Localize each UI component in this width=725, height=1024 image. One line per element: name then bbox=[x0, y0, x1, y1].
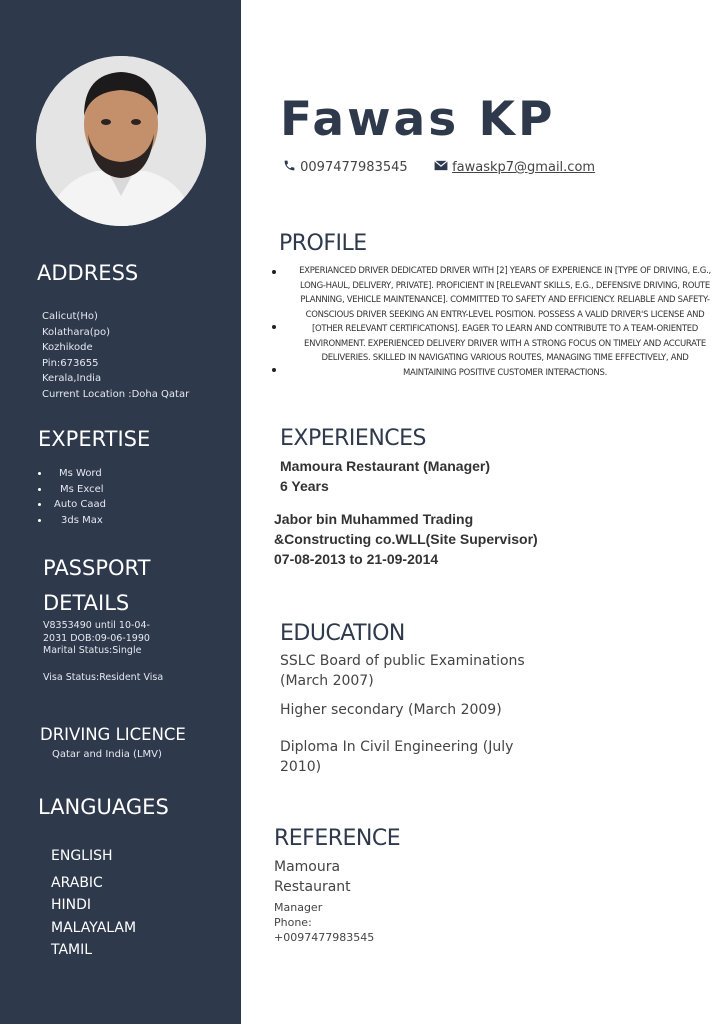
phone-icon bbox=[283, 161, 300, 176]
list-item: 3ds Max bbox=[38, 513, 218, 529]
job-title-cont: &Constructing co.WLL(Site Supervisor) bbox=[274, 531, 538, 547]
passport-line: V8353490 until 10-04- bbox=[43, 620, 150, 631]
job-dates: 07-08-2013 to 21-09-2014 bbox=[274, 551, 439, 567]
driving-heading: DRIVING LICENCE bbox=[40, 725, 186, 744]
job-duration: 6 Years bbox=[280, 478, 329, 494]
profile-heading: PROFILE bbox=[279, 231, 367, 256]
visa-status: Visa Status:Resident Visa bbox=[43, 672, 164, 683]
list-item: HINDI bbox=[51, 897, 92, 913]
education-heading: EDUCATION bbox=[280, 621, 405, 646]
list-item: TAMIL bbox=[51, 942, 93, 958]
reference-org: Mamoura bbox=[274, 859, 341, 875]
list-item: ARABIC bbox=[51, 874, 103, 891]
passport-line: Marital Status:Single bbox=[43, 645, 142, 656]
education-item: Higher secondary (March 2009) bbox=[280, 702, 502, 718]
passport-heading-details: DETAILS bbox=[43, 591, 130, 615]
contact-row bbox=[283, 159, 595, 176]
reference-role: Manager bbox=[274, 901, 323, 914]
reference-phone-label: Phone: bbox=[274, 916, 312, 929]
job-title: Jabor bin Muhammed Trading bbox=[274, 511, 474, 527]
bullet-icon bbox=[38, 503, 41, 506]
experiences-heading: EXPERIENCES bbox=[280, 426, 426, 451]
address-line: Kozhikode bbox=[42, 342, 93, 353]
list-item: Ms Excel bbox=[38, 482, 218, 498]
education-item: Diploma In Civil Engineering (July 2010) bbox=[280, 739, 514, 775]
passport-heading: PASSPORT bbox=[43, 556, 151, 580]
address-line: Pin:673655 bbox=[42, 357, 99, 369]
bullet-icon bbox=[38, 519, 41, 522]
bullet-icon bbox=[272, 368, 276, 372]
bullet-icon bbox=[38, 488, 41, 491]
driving-value: Qatar and India (LMV) bbox=[52, 749, 162, 760]
phone-number: 0097477983545 bbox=[300, 160, 408, 175]
passport-block bbox=[43, 620, 150, 658]
reference-phone: +0097477983545 bbox=[274, 931, 375, 944]
experience-item bbox=[274, 509, 538, 569]
email-link[interactable]: fawaskp7@gmail.com bbox=[452, 160, 596, 175]
address-line: Kolathara(po) bbox=[42, 326, 110, 338]
experience-item bbox=[280, 456, 490, 496]
profile-section bbox=[272, 264, 716, 380]
bullet-icon bbox=[38, 472, 41, 475]
envelope-icon bbox=[434, 160, 452, 175]
expertise-heading: EXPERTISE bbox=[38, 427, 151, 451]
list-item: ENGLISH bbox=[51, 848, 113, 864]
reference-heading: REFERENCE bbox=[274, 826, 401, 851]
address-line: Kerala,India bbox=[42, 373, 102, 384]
address-line: Calicut(Ho) bbox=[42, 311, 98, 322]
address-line: Current Location :Doha Qatar bbox=[42, 388, 190, 400]
job-title: Mamoura Restaurant (Manager) bbox=[280, 458, 491, 474]
languages-list bbox=[51, 845, 136, 962]
list-item: Ms Word bbox=[38, 466, 218, 482]
candidate-name: Fawas KP bbox=[280, 92, 556, 147]
passport-line: 2031 DOB:09-06-1990 bbox=[43, 632, 150, 644]
profile-text: EXPERIANCED DRIVER DEDICATED DRIVER WITH [2] YEARS OF EXPERIENCE IN [TYPE OF DRIVING, E.G., LONG-HAUL, DELIVERY, PRIVATE]. PROFICIENT IN [RELEVANT SKILLS, E.G., DEFENSIVE DRIVING, ROUTE PLANNING, VEHICLE MAINTENANCE]. COMMITTED TO SAFETY AND EFFICIENCY. RELIABLE AND SAFETY-CONSCIOUS DRIVER SEEKING AN ENTRY-LEVEL POSITION. POSSESS A VALID DRIVER'S LICENSE AND [OTHER RELEVANT CERTIFICATIONS]. EAGER TO LEARN AND CONTRIBUTE TO A TEAM-ORIENTED ENVIRONMENT. EXPERIENCED DELIVERY DRIVER WITH A STRONG FOCUS ON TIMELY AND ACCURATE DELIVERIES. SKILLED IN NAVIGATING VARIOUS ROUTES, MANAGING TIME EFFECTIVELY, AND MAINTAINING POSITIVE CUSTOMER INTERACTIONS. bbox=[299, 266, 711, 378]
sidebar bbox=[0, 0, 241, 1024]
reference-org-cont: Restaurant bbox=[274, 879, 351, 895]
list-item: Auto Caad bbox=[38, 497, 218, 513]
list-item: MALAYALAM bbox=[51, 919, 137, 936]
address-heading: ADDRESS bbox=[37, 261, 139, 285]
languages-heading: LANGUAGES bbox=[38, 795, 169, 819]
expertise-list bbox=[38, 466, 218, 528]
address-block bbox=[42, 309, 189, 402]
profile-photo bbox=[36, 56, 206, 226]
bullet-icon bbox=[272, 270, 276, 274]
reference-block bbox=[274, 857, 374, 945]
bullet-icon bbox=[272, 325, 276, 329]
education-item: SSLC Board of public Examinations (March 2007) bbox=[280, 653, 525, 689]
